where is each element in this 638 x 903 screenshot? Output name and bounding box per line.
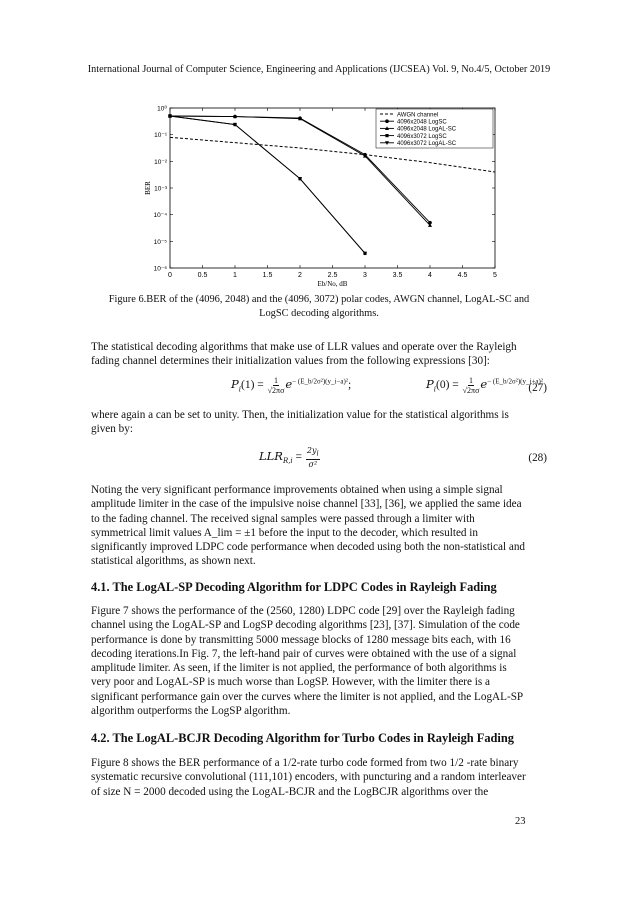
paragraph-ldpc: [91, 604, 547, 718]
legend-marker-1: [385, 119, 389, 123]
x-tick-label: 3.5: [392, 272, 403, 279]
eq27-p0-lhs: P: [426, 377, 434, 392]
legend-label-4: 4096x3072 LogAL-SC: [397, 141, 457, 148]
eq27-number: (27): [528, 382, 547, 394]
paragraph-init-values: [91, 340, 547, 369]
eq28-den: σ²: [308, 459, 318, 469]
paragraph-where-again: [91, 408, 547, 437]
eq27-p0-frac: [463, 376, 480, 395]
y-tick-label: 10⁻⁴: [153, 212, 167, 220]
caption-line-2: LogSC decoding algorithms.: [259, 308, 379, 320]
para2-line-2: given by:: [91, 423, 133, 436]
para1-line-1: The statistical decoding algorithms that make use of LLR values and operate over the Rayleigh: [91, 341, 517, 353]
legend-marker-3: [385, 134, 388, 137]
eq27-p0: [426, 376, 543, 395]
eq28-equals: =: [295, 450, 303, 463]
x-tick-label: 4.5: [457, 272, 468, 279]
caption-line-1: Figure 6.BER of the (4096, 2048) and the (4096, 3072) polar codes, AWGN channel, LogAL-SC and: [108, 294, 530, 305]
eq27-p1-sub: i: [238, 385, 241, 394]
legend-label-3: 4096x3072 LogSC: [397, 133, 447, 140]
eq27-p0-arg: (0) =: [436, 379, 459, 392]
para4-line-1: Figure 7 shows the performance of the (2560, 1280) LDPC code [29] over the Rayleigh fading: [91, 605, 515, 617]
para5-line-3: of size N = 2000 decoded using the LogAL-BCJR and the LogBCJR algorithms over the: [91, 785, 489, 798]
x-tick-label: 2.5: [327, 272, 338, 279]
x-tick-label: 1.5: [262, 272, 273, 279]
section-heading-4-1: 4.1. The LogAL-SP Decoding Algorithm for LDPC Codes in Rayleigh Fading: [91, 580, 497, 594]
eq27-p0-frac-num: 1: [469, 376, 474, 385]
para3-line-1: Noting the very significant performance improvements obtained when using a simple signal: [91, 484, 503, 496]
ber-chart: [140, 96, 510, 296]
para3-line-3: to the fading channel. The received signal samples were passed through a limiter with: [91, 512, 475, 525]
eq27-separator: ;: [347, 379, 352, 392]
figure-caption: [98, 293, 540, 321]
eq27-p1-frac-den: √2πσ: [267, 386, 285, 395]
eq27-p1-arg: (1) =: [241, 379, 264, 392]
y-tick-label: 10⁰: [157, 105, 167, 113]
eq28-frac: [306, 446, 320, 469]
y-tick-label: 10⁻⁵: [153, 238, 167, 246]
equation-28: [91, 444, 547, 472]
eq27-p1-lhs: P: [231, 377, 239, 392]
paragraph-turbo: [91, 756, 547, 799]
eq28-num: 2y: [306, 446, 317, 455]
para4-line-8: algorithm outperforms the LogSP algorithm.: [91, 705, 291, 718]
eq27-p0-frac-den: √2πσ: [462, 386, 480, 395]
para4-line-2: channel using the LogAL-SP and LogSP decoding algorithms [23], [37]. Simulation of the code: [91, 619, 520, 632]
eq27-p1-frac-num: 1: [274, 376, 279, 385]
equation-27: [91, 374, 547, 402]
para3-line-4: symmetrical limit values A_lim = ±1 before the input to the decoder, which resulted in: [91, 526, 478, 539]
para3-line-6: statistical algorithms, as shown next.: [91, 555, 256, 568]
para5-line-1: Figure 8 shows the BER performance of a 1/2-rate turbo code formed from two 1/2 -rate binary: [91, 757, 519, 769]
eq27-p1: [231, 376, 351, 395]
eq27-p1-exp-base: e: [285, 377, 293, 392]
eq28-body: [259, 446, 321, 469]
y-tick-label: 10⁻³: [154, 185, 167, 193]
para4-line-6: very poor and LogAL-SP is much worse than LogSP. However, with the limiter there is a: [91, 676, 491, 689]
y-axis-label: BER: [144, 181, 152, 195]
page-number: 23: [515, 816, 526, 827]
paragraph-limiter: [91, 483, 547, 569]
para5-line-2: systematic recursive convolutional (111,101) encoders, with puncturing and a random interleaver: [91, 771, 526, 784]
legend-label-1: 4096x2048 LogSC: [397, 119, 447, 126]
eq28-lhs-sub: R,i: [282, 457, 293, 466]
series-line-4: [170, 116, 365, 253]
x-tick-label: 0: [168, 272, 172, 279]
eq27-p0-exp-base: e: [480, 377, 488, 392]
y-tick-label: 10⁻²: [154, 158, 167, 166]
legend-label-2: 4096x2048 LogAL-SC: [397, 126, 457, 133]
x-tick-label: 5: [493, 272, 497, 279]
para4-line-3: performance is done by transmitting 5000 message blocks of 1280 message bits each, with 16: [91, 633, 511, 646]
para1-line-2: fading channel determines their initialization values from the following expressions [30]:: [91, 355, 490, 368]
para4-line-5: amplitude limiter. As seen, if the limiter is not applied, the performance of both algorithms is: [91, 662, 507, 675]
para2-line-1: where again a can be set to unity. Then, the initialization value for the statistical algorithms is: [91, 409, 509, 421]
eq28-number: (28): [528, 452, 547, 464]
eq27-p1-frac: [268, 376, 285, 395]
x-tick-label: 0.5: [197, 272, 208, 279]
eq27-p0-sub: i: [433, 385, 436, 394]
x-axis-label: Eb/No, dB: [317, 280, 348, 288]
legend-label-0: AWGN channel: [397, 112, 439, 119]
para4-line-4: decoding iterations.In Fig. 7, the left-hand pair of curves were obtained with the use of a signal: [91, 647, 517, 660]
eq27-p1-exponent: − (E_b/2σ²)(y_i−a)²: [292, 377, 348, 386]
section-heading-4-2: 4.2. The LogAL-BCJR Decoding Algorithm for Turbo Codes in Rayleigh Fading: [91, 731, 514, 745]
para3-line-5: significantly improved LDPC code performance when decoded using both the non-statistical and: [91, 541, 526, 554]
running-header: International Journal of Computer Science, Engineering and Applications (IJCSEA) Vol. 9, No.4/5, October 2019: [87, 64, 551, 75]
series-line-3: [170, 116, 365, 253]
x-tick-label: 3: [363, 272, 367, 279]
y-tick-label: 10⁻¹: [154, 132, 167, 140]
x-tick-label: 2: [298, 272, 302, 279]
eq27-p0-exponent: − (E_b/2σ²)(y_i+a)²: [487, 377, 543, 386]
x-tick-label: 4: [428, 272, 432, 279]
eq28-lhs: LLR: [259, 448, 283, 463]
para3-line-2: amplitude limiter in the case of the impulsive noise channel [33], [36], we applied the same idea: [91, 498, 522, 511]
eq28-frac-num: [306, 446, 320, 460]
y-tick-label: 10⁻⁶: [153, 265, 167, 273]
x-tick-label: 1: [233, 272, 237, 279]
para4-line-7: significant performance gain over the curves where the limiter is not applied, and the LogAL-SP: [91, 690, 524, 703]
eq28-num-sub: i: [316, 449, 319, 458]
